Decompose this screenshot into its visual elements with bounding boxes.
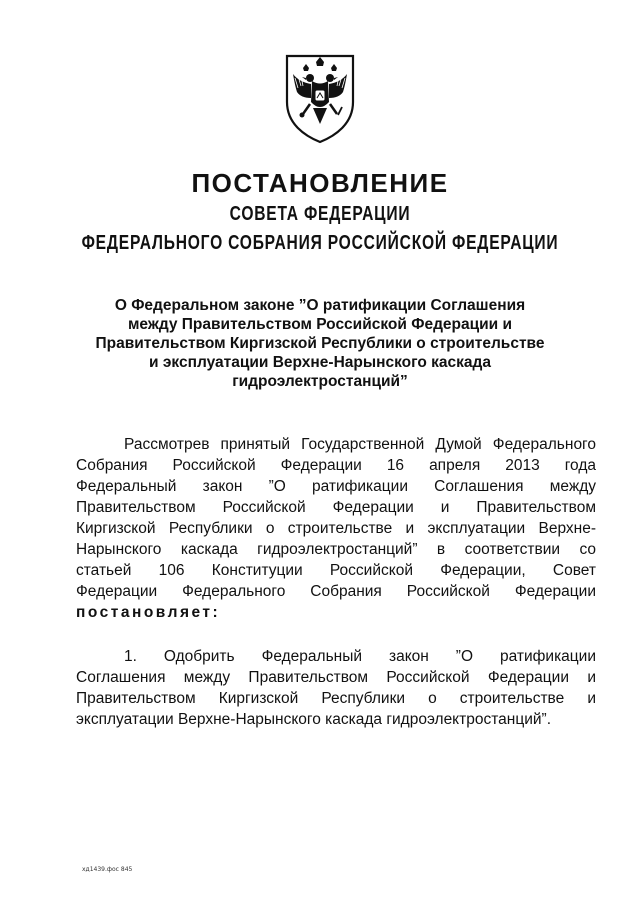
paragraph-line: Правительством Киргизской Республики о строительстве и xyxy=(76,690,596,707)
heading-line: О Федеральном законе ”О ратификации Соглашения xyxy=(114,297,526,314)
paragraph-line: Федерации Федерального Собрания Российской Федерации xyxy=(76,583,596,600)
preamble-paragraph xyxy=(76,434,596,623)
resolution-heading xyxy=(80,296,560,391)
document-subtitle-assembly: ФЕДЕРАЛЬНОГО СОБРАНИЯ РОССИЙСКОЙ ФЕДЕРАЦИИ xyxy=(81,232,559,254)
resolves-word: постановляет: xyxy=(76,604,221,621)
coat-of-arms-icon xyxy=(283,52,357,144)
document-title: ПОСТАНОВЛЕНИЕ xyxy=(191,168,449,198)
paragraph-line: статьей 106 Конституции Российской Федерации, Совет xyxy=(76,562,596,579)
footer-code: хд1439.фос 845 xyxy=(82,866,133,873)
heading-line: Правительством Киргизской Республики о строительстве xyxy=(95,335,545,352)
paragraph-line: Правительством Российской Федерации и Правительством xyxy=(76,499,596,516)
paragraph-line: Собрания Российской Федерации 16 апреля 2013 года xyxy=(76,457,596,474)
paragraph-line: 1. Одобрить Федеральный закон ”О ратификации xyxy=(124,648,596,665)
heading-line: гидроэлектростанций” xyxy=(232,373,408,390)
heading-line: и эксплуатации Верхне-Нарынского каскада xyxy=(149,354,491,371)
paragraph-line: Федеральный закон ”О ратификации Соглашения между xyxy=(76,478,596,495)
heading-line: между Правительством Российской Федерации и xyxy=(127,316,513,333)
resolution-item-1 xyxy=(76,646,596,730)
paragraph-line: Киргизской Республики о строительстве и эксплуатации Верхне- xyxy=(76,520,596,537)
paragraph-line: Нарынского каскада гидроэлектростанций” в соответствии со xyxy=(76,541,596,558)
document-subtitle-council: СОВЕТА ФЕДЕРАЦИИ xyxy=(229,203,411,225)
paragraph-line: Рассмотрев принятый Государственной Думой Федерального xyxy=(124,436,596,453)
paragraph-line: эксплуатации Верхне-Нарынского каскада гидроэлектростанций”. xyxy=(76,711,551,728)
paragraph-line: Соглашения между Правительством Российской Федерации и xyxy=(76,669,596,686)
